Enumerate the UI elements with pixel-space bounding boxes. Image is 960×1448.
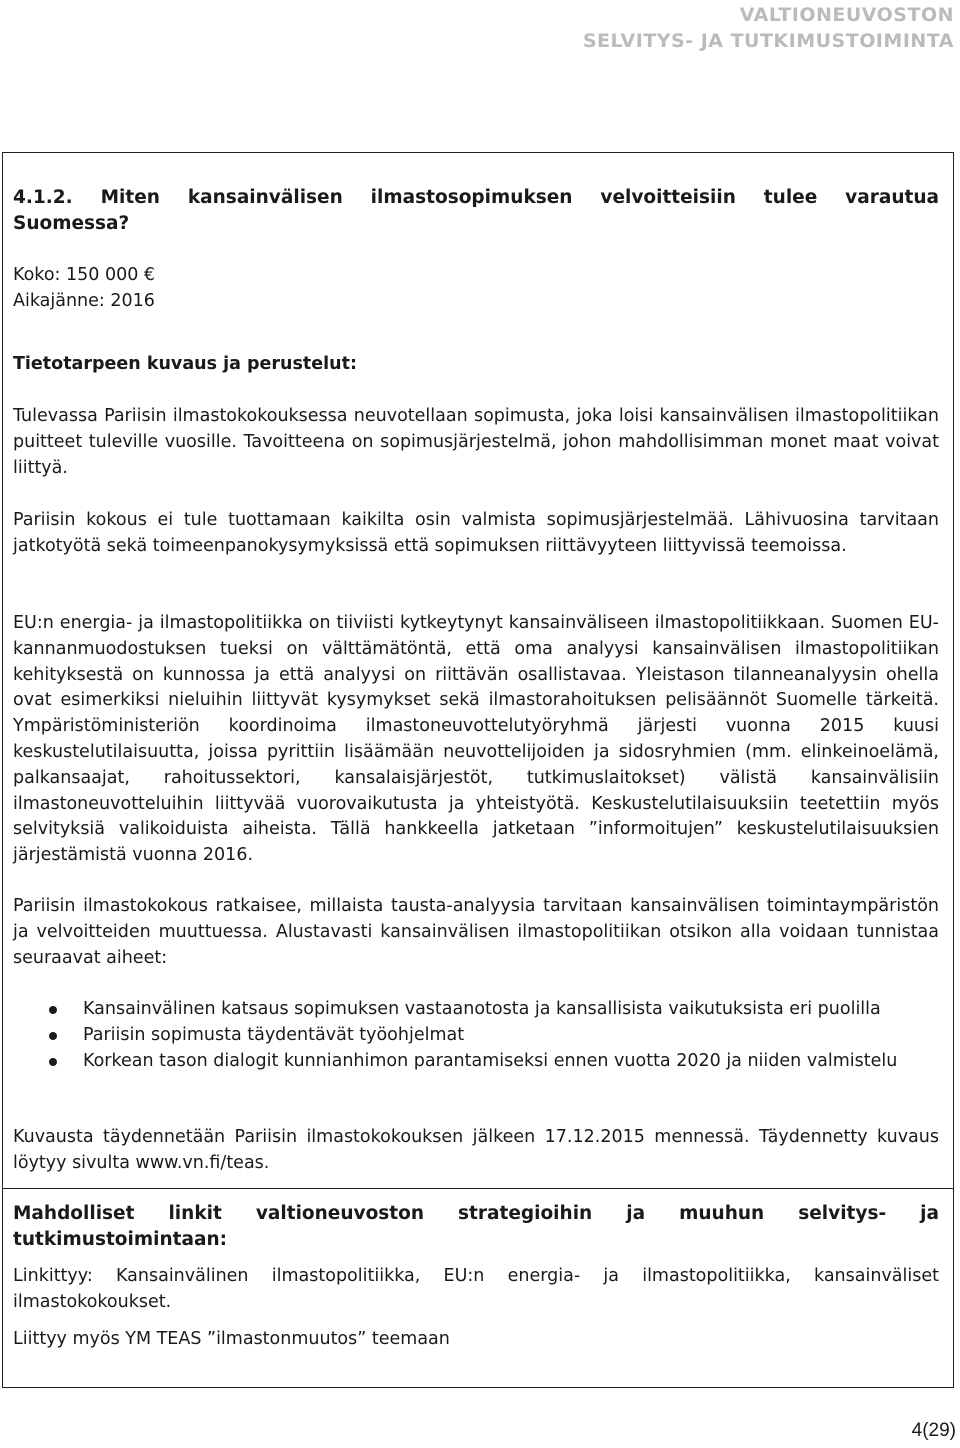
links-heading-block	[13, 1201, 939, 1253]
related-theme-block	[13, 1327, 939, 1353]
section-divider	[3, 1188, 953, 1189]
paragraph-2: Pariisin kokous ei tule tuottamaan kaikilta osin valmista sopimusjärjestelmää. Lähivuosina tarvitaan jatkotyötä sekä toimeenpanokysymyksissä että sopimuksen riittävyyteen liittyvissä teemoissa.	[13, 510, 939, 556]
page-header	[583, 0, 954, 54]
related-theme: Liittyy myös YM TEAS ”ilmastonmuutos” teemaan	[13, 1329, 450, 1349]
paragraph-5-block	[13, 1125, 939, 1177]
paragraph-4-block	[13, 894, 939, 971]
bullet-icon	[49, 1032, 57, 1040]
paragraph-4: Pariisin ilmastokokous ratkaisee, millaista tausta-analyysia tarvitaan kansainvälisen toimintaympäristön ja velvoitteiden muuttuessa. Alustavasti kansainvälisen ilmastopolitiikan otsikon alla voidaan tunnistaa seuraavat aiheet:	[13, 896, 939, 968]
paragraph-1: Tulevassa Pariisin ilmastokokouksessa neuvotellaan sopimusta, joka loisi kansainvälisen ilmastopolitiikan puitteet tuleville vuosille. Tavoitteena on sopimusjärjestelmä, johon mahdollisimman monet maat voivat liittyä.	[13, 406, 939, 478]
section-title-block	[13, 185, 939, 237]
org-name-line2: SELVITYS- JA TUTKIMUSTOIMINTA	[582, 30, 954, 52]
paragraph-5: Kuvausta täydennetään Pariisin ilmastokokouksen jälkeen 17.12.2015 mennessä. Täydennetty kuvaus löytyy sivulta www.vn.fi/teas.	[13, 1127, 939, 1173]
paragraph-3-block	[13, 611, 939, 869]
paragraph-2-block	[13, 508, 939, 560]
bullet-icon	[49, 1006, 57, 1014]
org-name-line1: VALTIONEUVOSTON	[739, 4, 954, 26]
section-title: 4.1.2. Miten kansainvälisen ilmastosopimuksen velvoitteisiin tulee varautua Suomessa?	[13, 187, 939, 234]
list-item: Pariisin sopimusta täydentävät työohjelmat	[13, 1023, 939, 1049]
list-item: Kansainvälinen katsaus sopimuksen vastaanotosta ja kansallisista vaikutuksista eri puolilla	[13, 997, 939, 1023]
bullet-icon	[49, 1058, 57, 1066]
size-label: Koko: 150 000 €	[13, 265, 156, 285]
topic-list	[13, 997, 939, 1074]
linked-topics-block	[13, 1264, 939, 1316]
paragraph-1-block	[13, 404, 939, 481]
meta-info	[13, 263, 939, 315]
description-heading-block	[13, 352, 939, 378]
description-heading: Tietotarpeen kuvaus ja perustelut:	[13, 354, 357, 374]
links-heading: Mahdolliset linkit valtioneuvoston strategioihin ja muuhun selvitys- ja tutkimustoimintaan:	[13, 1203, 939, 1250]
timespan-label: Aikajänne: 2016	[13, 290, 155, 311]
list-item: Korkean tason dialogit kunnianhimon parantamiseksi ennen vuotta 2020 ja niiden valmistelu	[13, 1049, 939, 1075]
page-number: 4(29)	[911, 1420, 956, 1441]
paragraph-3: EU:n energia- ja ilmastopolitiikka on tiiviisti kytkeytynyt kansainväliseen ilmastopolitiikkaan. Suomen EU-kannanmuodostuksen tueksi on välttämätöntä, että oma analyysi kansainvälisen ilmastopolitiikan kehityksestä on kunnossa ja että analyysi on riittävän osallistavaa. Yleistason tilanneanalyysin ohella ovat esimerkiksi nieluihin liittyvät kysymykset sekä ilmastorahoituksen pelisäännöt Suomelle tärkeitä. Ympäristöministeriön koordinoima ilmastoneuvottelutyöryhmä järjesti vuonna 2015 kuusi keskustelutilaisuutta, joissa pyrittiin lisäämään neuvottelijoiden ja sidosryhmien (mm. elinkeinoelämä, palkansaajat, rahoitussektori, kansalaisjärjestöt, tutkimuslaitokset) välistä kansainvälisiin ilmastoneuvotteluihin liittyvää vuorovaikutusta ja yhteistyötä. Keskustelutilaisuuksiin teetettiin myös selvityksiä valikoiduista aiheista. Tällä hankkeella jatketaan ”informoitujen” keskustelutilaisuuksien järjestämistä vuonna 2016.	[13, 613, 939, 866]
linked-topics: Linkittyy: Kansainvälinen ilmastopolitiikka, EU:n energia- ja ilmastopolitiikka, kansainväliset ilmastokokoukset.	[13, 1266, 939, 1312]
